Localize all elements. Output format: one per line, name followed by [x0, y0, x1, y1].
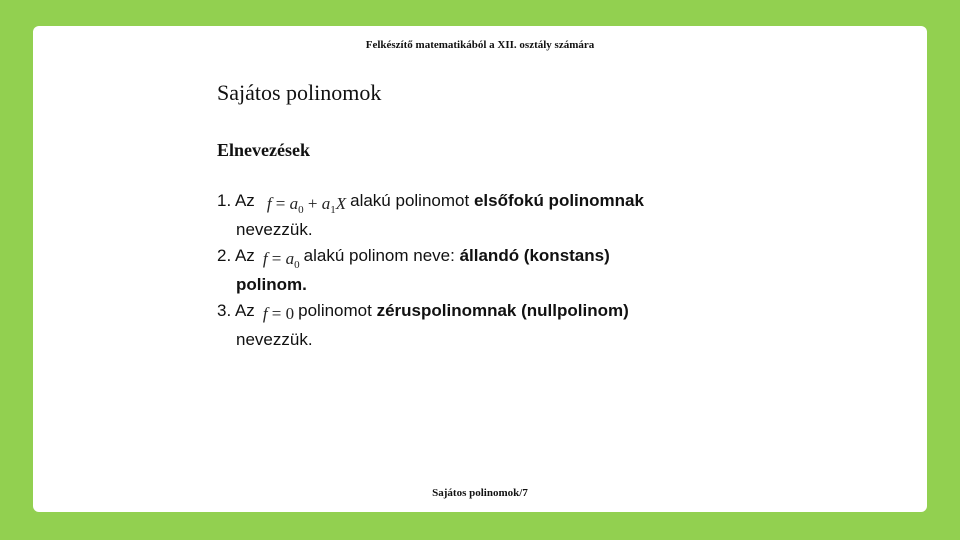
- formula-constant: $f = a_0$: [262, 249, 300, 271]
- item-text: alakú polinom neve:: [303, 246, 460, 265]
- footer: Sajátos polinomok/7: [432, 487, 528, 499]
- item-text: polinomot: [298, 301, 377, 320]
- item-term: állandó (konstans): [459, 246, 610, 265]
- list-item-3: [217, 298, 777, 353]
- definition-list: [217, 188, 777, 353]
- item-continuation: nevezzük.: [236, 220, 313, 239]
- item-continuation: polinom.: [236, 275, 307, 294]
- list-item-2: [217, 243, 777, 298]
- item-number: 3. Az: [217, 301, 255, 320]
- formula-zero: f = 0: [262, 304, 295, 323]
- page-title: Sajátos polinomok: [217, 80, 382, 105]
- slide: [33, 26, 927, 512]
- item-text: alakú polinomot: [350, 191, 474, 210]
- item-continuation: nevezzük.: [236, 330, 313, 349]
- header: Felkészítő matematikából a XII. osztály számára: [365, 39, 595, 51]
- item-number: 1. Az: [217, 191, 255, 210]
- formula-linear: $f = a_0 + a_1X$: [266, 194, 347, 216]
- list-item-1: [217, 188, 777, 243]
- item-term: elsőfokú polinomnak: [473, 191, 644, 210]
- section-subtitle: Elnevezések: [217, 140, 310, 160]
- item-term: zéruspolinomnak (nullpolinom): [376, 301, 629, 320]
- item-number: 2. Az: [217, 246, 255, 265]
